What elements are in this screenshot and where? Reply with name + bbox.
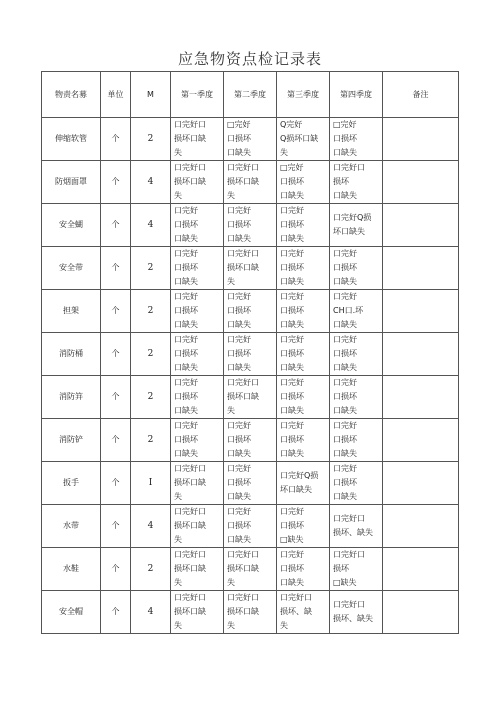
quarter-status-cell-q1	[171, 204, 224, 247]
status-line: 口完好口	[280, 593, 312, 602]
status-line: 口损坏	[280, 177, 304, 186]
quantity-cell: 4	[131, 505, 171, 548]
status-line: □完好	[333, 120, 357, 129]
quarter-status-cell-q3	[277, 204, 330, 247]
quarter-status-cell-q1	[171, 419, 224, 462]
status-line: 失	[174, 535, 182, 544]
status-line: 口完好	[333, 464, 357, 473]
status-line: 口损坏	[174, 349, 198, 358]
unit-cell: 个	[101, 118, 131, 161]
table-row	[42, 290, 459, 333]
quarter-status-cell-q2	[224, 290, 277, 333]
status-line: 口损坏	[280, 521, 304, 530]
status-line: 口损坏	[333, 349, 357, 358]
status-line: 口缺失	[333, 406, 357, 415]
status-line: 口缺失	[280, 277, 304, 286]
quarter-status-cell-q2	[224, 333, 277, 376]
quantity-cell: I	[131, 462, 171, 505]
status-line: 口完好	[174, 421, 198, 430]
status-line: 口损坏	[174, 306, 198, 315]
status-line: 口缺失	[280, 234, 304, 243]
status-line: Q损坏口缺	[280, 134, 319, 143]
status-line: 失	[174, 148, 182, 157]
status-line: 损坏口缺	[174, 564, 206, 573]
table-row	[42, 505, 459, 548]
item-name-cell: 水带	[42, 505, 101, 548]
item-name-cell: 消防笄	[42, 376, 101, 419]
unit-cell: 个	[101, 247, 131, 290]
status-line: 失	[174, 191, 182, 200]
status-line: 损坏	[333, 177, 349, 186]
header-remarks: 备注	[383, 72, 459, 118]
status-line: 失	[174, 492, 182, 501]
status-line: 失	[227, 277, 235, 286]
item-name-cell: 消防铲	[42, 419, 101, 462]
quarter-status-cell-q3	[277, 419, 330, 462]
status-line: 口完好	[280, 507, 304, 516]
status-line: 口完好	[280, 249, 304, 258]
quarter-status-cell-q1	[171, 591, 224, 634]
table-row	[42, 118, 459, 161]
status-line: □完好	[280, 163, 304, 172]
status-line: 口损坏	[280, 220, 304, 229]
status-line: □缺失	[333, 578, 357, 587]
status-line: 口完好	[174, 206, 198, 215]
table-row	[42, 247, 459, 290]
status-line: 口缺失	[227, 320, 251, 329]
quarter-status-cell-q3	[277, 247, 330, 290]
status-line: 口完好	[280, 335, 304, 344]
status-line: 口缺失	[333, 191, 357, 200]
status-line: 口损坏	[227, 478, 251, 487]
status-line: 口完好	[280, 292, 304, 301]
status-line: 口损坏	[227, 521, 251, 530]
status-line: 口完好口	[333, 600, 365, 609]
status-line: 损坏、缺失	[333, 528, 373, 537]
remarks-cell	[383, 290, 459, 333]
header-item-name: 物责名募	[42, 72, 101, 118]
remarks-cell	[383, 204, 459, 247]
status-line: 口缺失	[227, 492, 251, 501]
quarter-status-cell-q2	[224, 548, 277, 591]
status-line: 口完好	[333, 378, 357, 387]
status-line: 口完好口	[227, 593, 259, 602]
status-line: 失	[227, 191, 235, 200]
table-row	[42, 419, 459, 462]
status-line: CH口.坏	[333, 306, 364, 315]
status-line: 口缺失	[333, 148, 357, 157]
table-row	[42, 161, 459, 204]
status-line: 口完好口	[174, 120, 206, 129]
header-q3: 第三季度	[277, 72, 330, 118]
status-line: 口完好	[280, 206, 304, 215]
status-line: 口完好	[333, 421, 357, 430]
status-line: 口损坏	[280, 564, 304, 573]
quarter-status-cell-q3	[277, 548, 330, 591]
status-line: 口完好口	[174, 464, 206, 473]
item-name-cell: 安全帽	[42, 591, 101, 634]
status-line: 口损坏	[333, 435, 357, 444]
quarter-status-cell-q2	[224, 591, 277, 634]
status-line: 口完好	[280, 378, 304, 387]
quantity-cell: 2	[131, 290, 171, 333]
status-line: 口损坏	[333, 134, 357, 143]
item-name-cell: 伸缩软管	[42, 118, 101, 161]
status-line: 口缺失	[174, 234, 198, 243]
status-line: 损坏口缺	[174, 521, 206, 530]
quarter-status-cell-q2	[224, 161, 277, 204]
remarks-cell	[383, 161, 459, 204]
quarter-status-cell-q3	[277, 462, 330, 505]
status-line: 口损坏	[280, 435, 304, 444]
status-line: 口损坏	[227, 306, 251, 315]
status-line: 口完好口	[227, 550, 259, 559]
quarter-status-cell-q3	[277, 118, 330, 161]
status-line: 口完好口	[174, 163, 206, 172]
status-line: 口损坏	[280, 349, 304, 358]
unit-cell: 个	[101, 505, 131, 548]
quarter-status-cell-q1	[171, 161, 224, 204]
status-line: 口完好	[174, 249, 198, 258]
quarter-status-cell-q4	[330, 548, 383, 591]
quarter-status-cell-q4	[330, 462, 383, 505]
inspection-table	[41, 71, 459, 634]
status-line: 损坏	[333, 564, 349, 573]
quarter-status-cell-q4	[330, 419, 383, 462]
header-q1: 第一季度	[171, 72, 224, 118]
status-line: 口完好Q损	[280, 471, 319, 480]
status-line: 损坏口缺	[227, 607, 259, 616]
quarter-status-cell-q1	[171, 333, 224, 376]
item-name-cell: 担架	[42, 290, 101, 333]
quarter-status-cell-q4	[330, 161, 383, 204]
status-line: 口完好口	[333, 163, 365, 172]
page-title: 应急物资点检记录表	[177, 50, 322, 68]
quantity-cell: 2	[131, 118, 171, 161]
status-line: 口损坏	[333, 392, 357, 401]
quarter-status-cell-q3	[277, 161, 330, 204]
status-line: 口缺失	[280, 320, 304, 329]
quarter-status-cell-q4	[330, 591, 383, 634]
status-line: 口完好口	[227, 163, 259, 172]
status-line: 损坏口缺	[174, 478, 206, 487]
status-line: 损坏口缺	[227, 392, 259, 401]
status-line: 口损坏	[280, 392, 304, 401]
status-line: 口完好	[333, 292, 357, 301]
status-line: 口完好Q损	[333, 213, 372, 222]
status-line: 损坏口缺	[227, 263, 259, 272]
status-line: 口损坏	[227, 220, 251, 229]
quarter-status-cell-q3	[277, 591, 330, 634]
status-line: 口完好	[280, 421, 304, 430]
status-line: 口完好口	[333, 514, 365, 523]
status-line: Q完好	[280, 120, 303, 129]
quarter-status-cell-q2	[224, 247, 277, 290]
status-line: 损坏口缺	[227, 177, 259, 186]
quarter-status-cell-q2	[224, 118, 277, 161]
status-line: 口缺失	[227, 535, 251, 544]
status-line: 损坏口缺	[174, 134, 206, 143]
status-line: 口损坏	[174, 220, 198, 229]
header-unit: 单位	[101, 72, 131, 118]
remarks-cell	[383, 376, 459, 419]
status-line: 口完好口	[174, 593, 206, 602]
status-line: 损坏口缺	[174, 607, 206, 616]
quantity-cell: 4	[131, 591, 171, 634]
status-line: 失	[227, 406, 235, 415]
status-line: □缺失	[280, 535, 304, 544]
status-line: 失	[227, 621, 235, 630]
status-line: □完好	[227, 120, 251, 129]
status-line: 失	[174, 578, 182, 587]
quarter-status-cell-q3	[277, 290, 330, 333]
status-line: 口损坏	[227, 134, 251, 143]
remarks-cell	[383, 419, 459, 462]
status-line: 失	[280, 148, 288, 157]
status-line: 口完好口	[174, 507, 206, 516]
status-line: 口损坏	[280, 263, 304, 272]
status-line: 口完好	[227, 292, 251, 301]
status-line: 口完好	[227, 335, 251, 344]
remarks-cell	[383, 333, 459, 376]
header-quantity: M	[131, 72, 171, 118]
quarter-status-cell-q1	[171, 247, 224, 290]
status-line: 口缺失	[333, 320, 357, 329]
status-line: 口缺失	[333, 363, 357, 372]
quarter-status-cell-q1	[171, 548, 224, 591]
status-line: 口缺失	[227, 449, 251, 458]
item-name-cell: 扳手	[42, 462, 101, 505]
status-line: 口损坏	[227, 349, 251, 358]
unit-cell: 个	[101, 548, 131, 591]
unit-cell: 个	[101, 462, 131, 505]
quarter-status-cell-q2	[224, 419, 277, 462]
item-name-cell: 防烟面罩	[42, 161, 101, 204]
table-row	[42, 548, 459, 591]
status-line: 口完好	[333, 249, 357, 258]
status-line: 损坏、缺	[280, 607, 312, 616]
item-name-cell: 安全带	[42, 247, 101, 290]
status-line: 口缺失	[227, 363, 251, 372]
remarks-cell	[383, 505, 459, 548]
quantity-cell: 2	[131, 376, 171, 419]
remarks-cell	[383, 247, 459, 290]
status-line: 口完好	[227, 206, 251, 215]
remarks-cell	[383, 118, 459, 161]
status-line: 口完好	[280, 550, 304, 559]
status-line: 口完好	[174, 335, 198, 344]
status-line: 口损坏	[333, 263, 357, 272]
status-line: 口缺失	[174, 320, 198, 329]
status-line: 口缺失	[227, 234, 251, 243]
status-line: 口完好	[174, 292, 198, 301]
table-row	[42, 204, 459, 247]
quarter-status-cell-q2	[224, 462, 277, 505]
status-line: 口缺失	[280, 363, 304, 372]
quarter-status-cell-q2	[224, 376, 277, 419]
remarks-cell	[383, 591, 459, 634]
status-line: 口完好	[227, 507, 251, 516]
status-line: 口缺失	[174, 406, 198, 415]
quantity-cell: 4	[131, 161, 171, 204]
remarks-cell	[383, 548, 459, 591]
status-line: 失	[227, 578, 235, 587]
quantity-cell: 2	[131, 419, 171, 462]
table-row	[42, 462, 459, 505]
unit-cell: 个	[101, 161, 131, 204]
status-line: 口损坏	[174, 435, 198, 444]
quarter-status-cell-q4	[330, 376, 383, 419]
status-line: 失	[174, 621, 182, 630]
status-line: 口损坏	[227, 435, 251, 444]
quarter-status-cell-q2	[224, 204, 277, 247]
status-line: 口缺失	[174, 363, 198, 372]
status-line: 口完好	[333, 335, 357, 344]
status-line: 口完好口	[227, 378, 259, 387]
status-line: 口缺失	[174, 449, 198, 458]
quarter-status-cell-q4	[330, 505, 383, 548]
status-line: 口缺失	[333, 277, 357, 286]
quarter-status-cell-q1	[171, 290, 224, 333]
status-line: 口完好	[174, 378, 198, 387]
unit-cell: 个	[101, 419, 131, 462]
status-line: 失	[280, 621, 288, 630]
quarter-status-cell-q3	[277, 505, 330, 548]
status-line: 损坏、缺失	[333, 614, 373, 623]
unit-cell: 个	[101, 376, 131, 419]
quarter-status-cell-q3	[277, 376, 330, 419]
status-line: 口缺失	[280, 449, 304, 458]
unit-cell: 个	[101, 204, 131, 247]
header-row	[42, 72, 459, 118]
quarter-status-cell-q3	[277, 333, 330, 376]
table-body	[42, 118, 459, 634]
status-line: 口完好口	[174, 550, 206, 559]
unit-cell: 个	[101, 290, 131, 333]
table-row	[42, 376, 459, 419]
status-line: 口缺失	[280, 406, 304, 415]
quarter-status-cell-q4	[330, 118, 383, 161]
quantity-cell: 4	[131, 204, 171, 247]
header-q2: 第二季度	[224, 72, 277, 118]
remarks-cell	[383, 462, 459, 505]
status-line: 口损坏	[174, 392, 198, 401]
status-line: 口缺失	[174, 277, 198, 286]
table-row	[42, 591, 459, 634]
quarter-status-cell-q1	[171, 462, 224, 505]
quarter-status-cell-q4	[330, 247, 383, 290]
status-line: 口完好口	[227, 249, 259, 258]
header-q4: 第四季度	[330, 72, 383, 118]
item-name-cell: 消防桶	[42, 333, 101, 376]
quarter-status-cell-q1	[171, 118, 224, 161]
table-row	[42, 333, 459, 376]
status-line: 损坏口缺	[227, 564, 259, 573]
status-line: 口完好	[227, 464, 251, 473]
status-line: 口损坏	[280, 306, 304, 315]
quarter-status-cell-q4	[330, 333, 383, 376]
quarter-status-cell-q4	[330, 290, 383, 333]
status-line: 口完好口	[333, 550, 365, 559]
quantity-cell: 2	[131, 548, 171, 591]
status-line: 口缺失	[333, 492, 357, 501]
unit-cell: 个	[101, 333, 131, 376]
status-line: 口缺失	[227, 148, 251, 157]
quarter-status-cell-q4	[330, 204, 383, 247]
status-line: 坏口缺失	[280, 485, 312, 494]
status-line: 口损坏	[174, 263, 198, 272]
status-line: 损坏口缺	[174, 177, 206, 186]
unit-cell: 个	[101, 591, 131, 634]
item-name-cell: 水鞋	[42, 548, 101, 591]
status-line: 坏口缺失	[333, 227, 365, 236]
status-line: 口缺失	[333, 449, 357, 458]
quarter-status-cell-q1	[171, 505, 224, 548]
status-line: 口完好	[227, 421, 251, 430]
quantity-cell: 2	[131, 247, 171, 290]
quantity-cell: 2	[131, 333, 171, 376]
status-line: 口损坏	[333, 478, 357, 487]
item-name-cell: 安全蝴	[42, 204, 101, 247]
quarter-status-cell-q1	[171, 376, 224, 419]
quarter-status-cell-q2	[224, 505, 277, 548]
status-line: 口缺失	[280, 578, 304, 587]
status-line: 口缺失	[280, 191, 304, 200]
